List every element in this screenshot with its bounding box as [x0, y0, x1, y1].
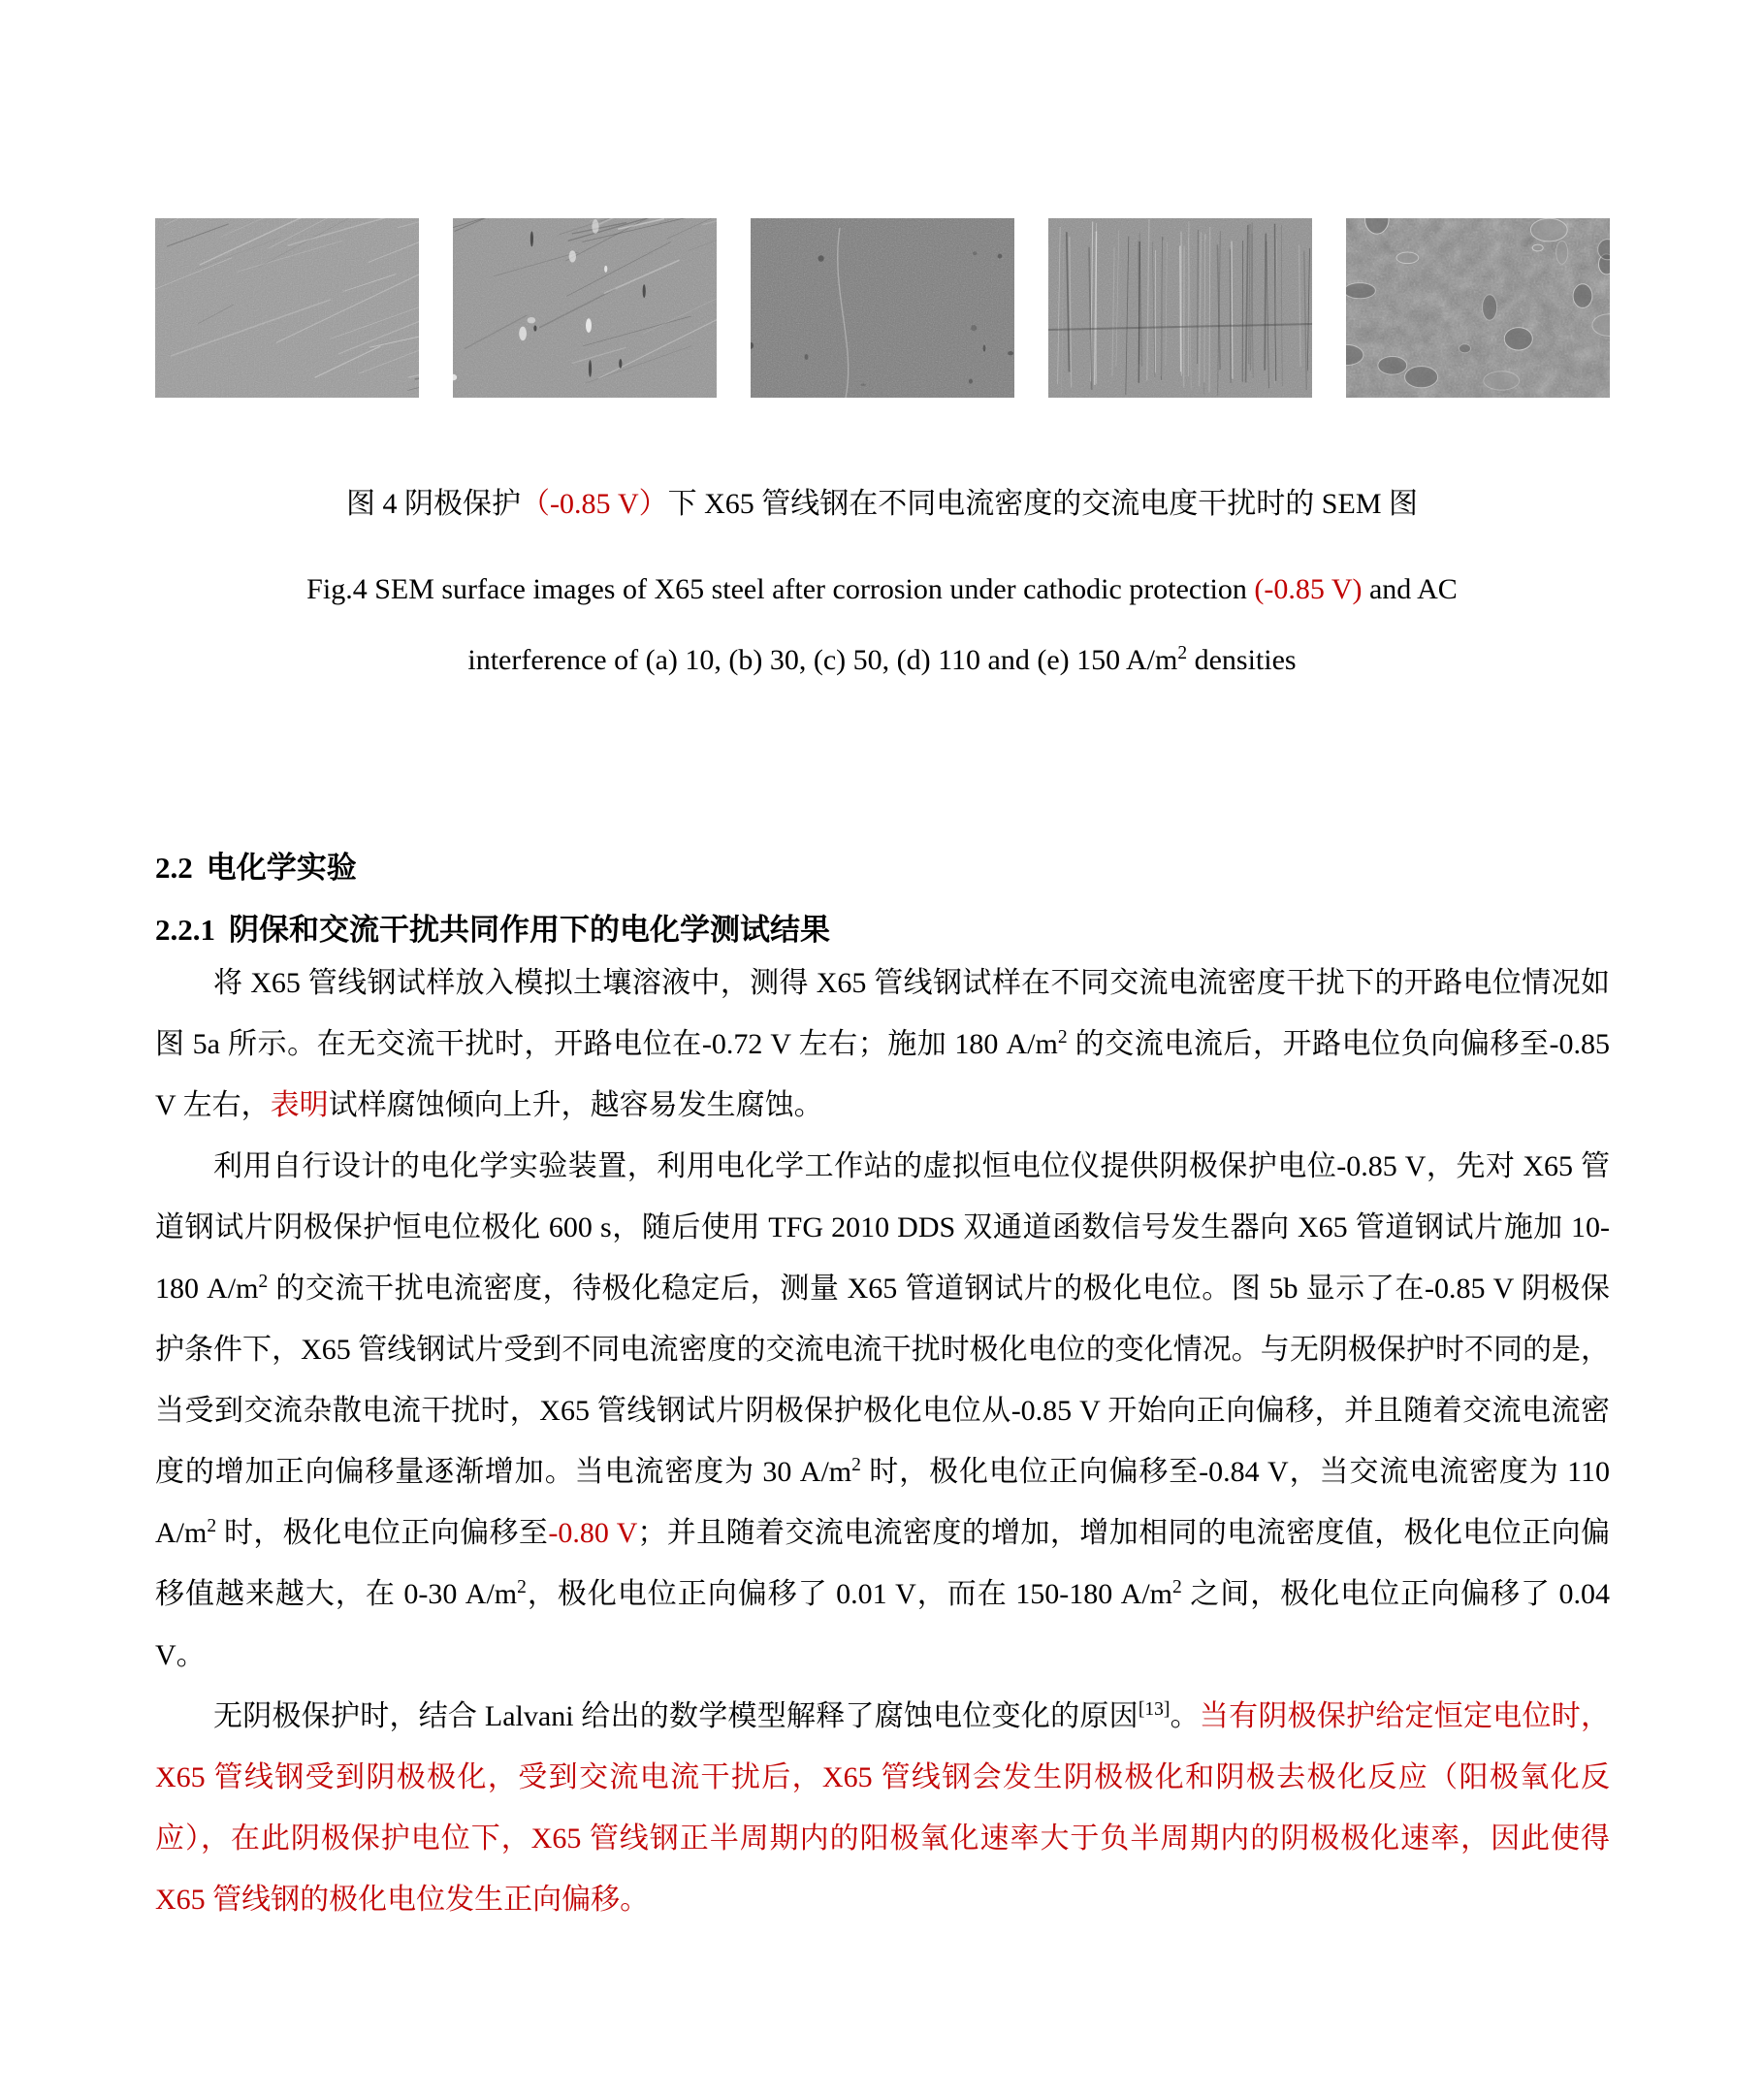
sem-image-a	[155, 218, 419, 398]
sem-image-row	[155, 218, 1610, 398]
section-number: 2.2.1	[155, 913, 215, 947]
section-title: 电化学实验	[206, 851, 357, 885]
section-title: 阴保和交流干扰共同作用下的电化学测试结果	[229, 913, 830, 947]
section-number: 2.2	[155, 851, 193, 885]
sem-image-c	[751, 218, 1014, 398]
sem-image-d	[1048, 218, 1312, 398]
figure-caption-en-line2: interference of (a) 10, (b) 30, (c) 50, (d) 110 and (e) 150 $A/m^2$ densities	[467, 643, 1297, 676]
figure-caption-cn: 图 4 阴极保护（-0.85 V）下 X65 管线钢在不同电流密度的交流电度干扰时的 SEM 图	[345, 488, 1418, 520]
sem-image-e	[1346, 218, 1610, 398]
section-heading-2-2	[155, 847, 357, 889]
paragraph-1: 将 X65 管线钢试样放入模拟土壤溶液中，测得 X65 管线钢试样在不同交流电流密度干扰下的开路电位情况如图 5a 所示。在无交流干扰时，开路电位在-0.72 V 左右；施加 180 $A/m^2$ 的交流电流后，开路电位负向偏移至-0.85 V 左右，表明试样腐蚀倾向上升，越容易发生腐蚀。	[155, 967, 1610, 1121]
section-heading-2-2-1	[155, 909, 830, 952]
figure-caption-en-line1: Fig.4 SEM surface images of X65 steel after corrosion under cathodic protection (-0.85 V) and AC	[306, 573, 1458, 605]
body-text	[155, 952, 1610, 1930]
paragraph-2: 利用自行设计的电化学实验装置，利用电化学工作站的虚拟恒电位仪提供阴极保护电位-0.85 V，先对 X65 管道钢试片阴极保护恒电位极化 600 s，随后使用 TFG 2010 DDS 双通道函数信号发生器向 X65 管道钢试片施加 10-180 $A/m^2$ 的交流干扰电流密度，待极化稳定后，测量 X65 管道钢试片的极化电位。图 5b 显示了在-0.85 V 阴极保护条件下，X65 管线钢试片受到不同电流密度的交流电流干扰时极化电位的变化情况。与无阴极保护时不同的是，当受到交流杂散电流干扰时，X65 管线钢试片阴极保护极化电位从-0.85 V 开始向正向偏移，并且随着交流电流密度的增加正向偏移量逐渐增加。当电流密度为 30 $A/m^2$ 时，极化电位正向偏移至-0.84 V，当交流电流密度为 110 $A/m^2$ 时，极化电位正向偏移至-0.80 V；并且随着交流电流密度的增加，增加相同的电流密度值，极化电位正向偏移值越来越大，在 0-30 $A/m^2$，极化电位正向偏移了 0.01 V，而在 150-180 $A/m^2$ 之间，极化电位正向偏移了 0.04 V。	[155, 1150, 1611, 1671]
paragraph-3: 无阴极保护时，结合 Lalvani 给出的数学模型解释了腐蚀电位变化的原因[13]。当有阴极保护给定恒定电位时，X65 管线钢受到阴极极化，受到交流电流干扰后，X65 管线钢会发生阴极极化和阴极去极化反应（阳极氧化反应），在此阴极保护电位下，X65 管线钢正半周期内的阳极氧化速率大于负半周期内的阴极极化速率，因此使得 X65 管线钢的极化电位发生正向偏移。	[155, 1699, 1610, 1916]
sem-image-b	[453, 218, 717, 398]
